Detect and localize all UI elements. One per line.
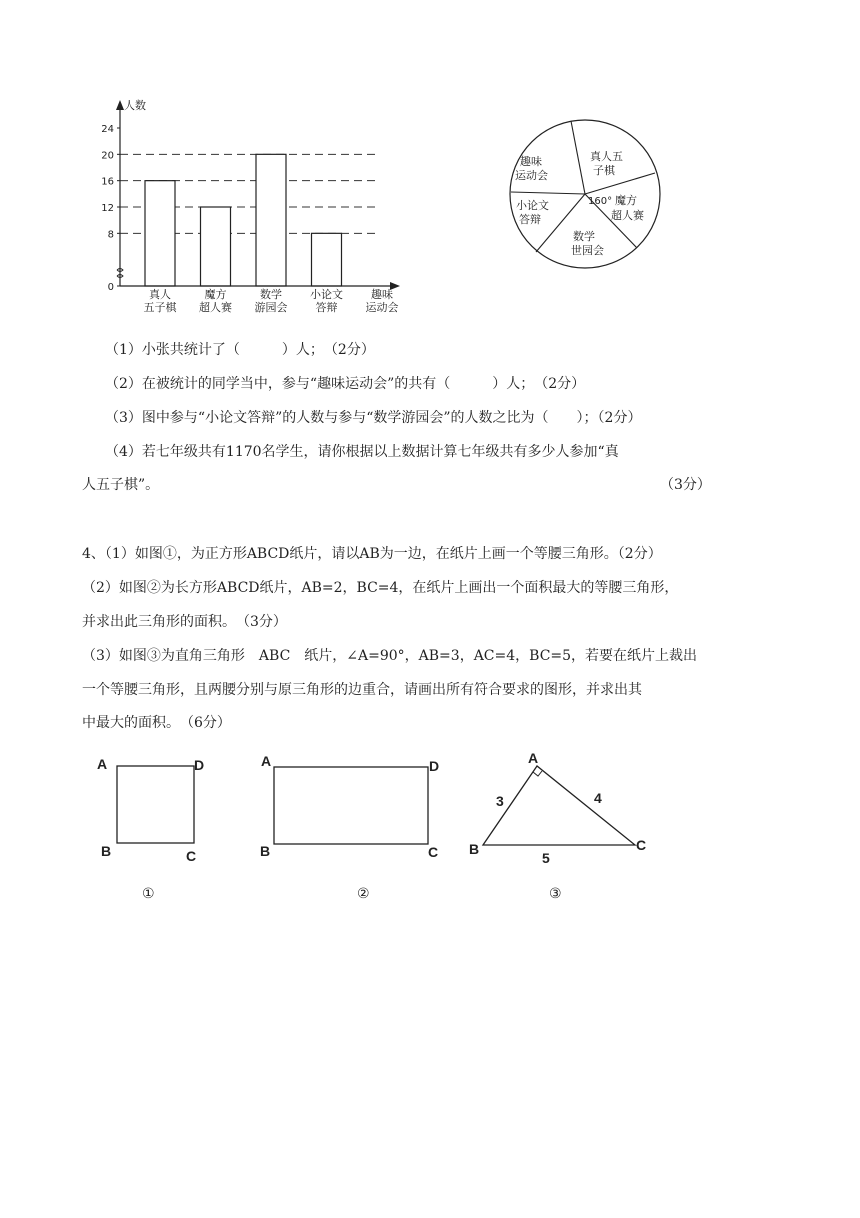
triangle-vertex-a: A xyxy=(528,750,539,766)
pie-divider-5 xyxy=(511,192,585,194)
rectangle-figure xyxy=(274,767,428,844)
bar-chart xyxy=(100,90,410,320)
rectangle-vertex-b: B xyxy=(260,843,271,859)
question-3-2: （2）在被统计的同学当中，参与“趣味运动会”的共有（ ）人； （2分） xyxy=(105,376,586,392)
y-axis-label: 人数 xyxy=(124,99,146,112)
y-tick-label-0: 0 xyxy=(107,282,114,293)
geometry-figures xyxy=(90,745,690,910)
triangle-vertex-c: C xyxy=(636,837,647,853)
triangle-side-ab-length: 3 xyxy=(496,793,504,809)
category-label-1: 魔方超人赛 xyxy=(199,288,232,314)
question-4-1: 4、（1）如图①，为正方形ABCD纸片，请以AB为一边，在纸片上画一个等腰三角形。（2分） xyxy=(82,546,662,562)
question-4-2-continued: 并求出此三角形的面积。 （3分） xyxy=(82,614,287,630)
question-3-4-score: （3分） xyxy=(660,477,711,493)
square-vertex-c: C xyxy=(186,848,197,864)
square-figure xyxy=(117,766,194,843)
triangle-vertex-b: B xyxy=(469,841,480,857)
pie-sector-label-essay: 小论文 答辩 xyxy=(516,199,549,226)
category-label-3: 小论文答辩 xyxy=(310,288,343,314)
question-3-1: （1）小张共统计了（ ）人； （2分） xyxy=(105,342,375,358)
bar-2 xyxy=(256,154,286,286)
bar-0 xyxy=(145,181,175,286)
pie-sector-label-fun-sports: 趣味 运动会 xyxy=(515,155,548,182)
triangle-side-bc-length: 5 xyxy=(542,850,550,866)
category-label-0: 真人五子棋 xyxy=(143,288,177,314)
pie-sector-label-math-fair: 数学 世园会 xyxy=(571,230,604,257)
triangle-figure xyxy=(483,766,635,845)
question-4-3: （3）如图③为直角三角形 ABC 纸片，∠A=90°，AB=3，AC=4，BC=5，若要在纸片上裁出 xyxy=(82,648,698,664)
square-vertex-a: A xyxy=(97,756,108,772)
y-tick-label-16: 16 xyxy=(101,176,114,188)
figure-caption-1: ① xyxy=(142,886,155,902)
pie-chart xyxy=(505,118,665,278)
y-tick-label-24: 24 xyxy=(101,124,114,135)
rectangle-vertex-c: C xyxy=(428,844,439,860)
y-tick-label-20: 20 xyxy=(101,150,114,162)
y-tick-label-12: 12 xyxy=(101,203,114,214)
rectangle-vertex-a: A xyxy=(261,753,272,769)
bar-1 xyxy=(201,207,231,286)
triangle-side-ac-length: 4 xyxy=(594,790,602,806)
figure-caption-3: ③ xyxy=(549,886,562,902)
pie-sector-label-gomoku: 真人五 子棋 xyxy=(590,150,623,177)
question-4-2: （2）如图②为长方形ABCD纸片，AB=2，BC=4，在纸片上画出一个面积最大的等腰三角形， xyxy=(82,580,679,596)
right-angle-mark xyxy=(533,771,542,776)
question-4-3-continued-2: 中最大的面积。 （6分） xyxy=(82,715,231,731)
pie-sector-label-rubik: 魔方 超人赛 xyxy=(611,194,644,222)
figure-caption-2: ② xyxy=(357,886,370,902)
question-3-3: （3）图中参与“小论文答辩”的人数与参与“数学游园会”的人数之比为（ ）；（2分） xyxy=(105,410,642,426)
pie-angle-label: 160° xyxy=(588,196,613,207)
y-axis-arrow xyxy=(116,100,124,110)
square-vertex-d: D xyxy=(194,757,205,773)
pie-divider-1 xyxy=(571,121,585,194)
rectangle-vertex-d: D xyxy=(429,758,440,774)
square-vertex-b: B xyxy=(101,843,112,859)
bar-3 xyxy=(312,233,342,286)
category-label-4: 趣味运动会 xyxy=(365,288,399,314)
question-4-3-continued-1: 一个等腰三角形，且两腰分别与原三角形的边重合，请画出所有符合要求的图形，并求出其 xyxy=(82,682,642,698)
y-tick-label-8: 8 xyxy=(107,229,114,241)
question-3-4: （4）若七年级共有1170名学生，请你根据以上数据计算七年级共有多少人参加“真 xyxy=(105,444,619,460)
question-3-4-continued: 人五子棋”。 xyxy=(82,477,160,493)
category-label-2: 数学游园会 xyxy=(254,288,288,314)
